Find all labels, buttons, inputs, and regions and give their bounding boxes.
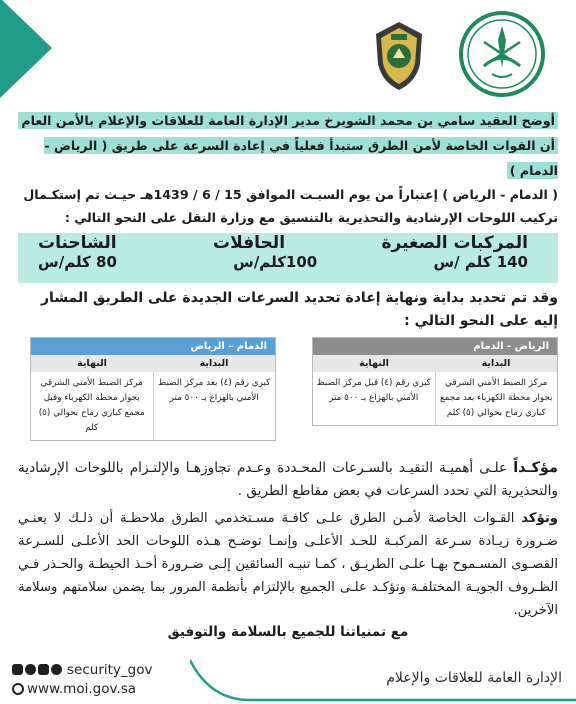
moi-emblem — [454, 10, 550, 98]
section-boundaries-intro: وقد تم تحديد بداية ونهاية إعادة تحديد السرعات الجديدة على الطريق المشار إليه على النحو التالي : — [41, 290, 558, 329]
riyadh-dammam-start: مركز الضبط الأمني الشرقي بجوار محطة الكهرباء بعد مجمع كباري رماح بحوالي (٥) كلم — [435, 372, 558, 425]
advisory-lead: وتؤكد — [521, 511, 558, 526]
intro-paragraph — [18, 108, 558, 229]
speed-value-small-vehicles: 140 كلم /س — [433, 253, 528, 271]
dammam-riyadh-title: الدمام – الرياض — [31, 338, 275, 355]
announcement-body — [18, 108, 558, 640]
social-links — [12, 660, 152, 698]
riyadh-dammam-title: الرياض - الدمام — [313, 338, 557, 355]
speed-limits-band — [18, 233, 558, 283]
dammam-riyadh-row — [31, 372, 275, 440]
youtube-icon — [38, 664, 49, 675]
road-sections — [18, 337, 558, 449]
col-start: البداية — [481, 358, 511, 369]
col-end: النهاية — [77, 358, 107, 369]
corner-accent — [0, 0, 52, 98]
riyadh-dammam-row — [313, 372, 557, 425]
col-start: البداية — [199, 358, 229, 369]
speed-header-trucks: الشاحنات — [38, 233, 117, 253]
compliance-lead: مؤكـداً — [513, 460, 558, 476]
globe-icon — [12, 683, 24, 695]
speed-value-trucks: 80 كلم/س — [38, 253, 117, 271]
riyadh-dammam-end: كبري رقم (٤) قبل مركز الضبط الأمني بالهزاع بـ ٥٠٠ متر — [316, 378, 431, 403]
dammam-riyadh-start: كبري رقم (٤) بعد مركز الضبط الأمني بالهزاع بـ ٥٠٠ متر — [153, 372, 276, 440]
social-handle: security_gov — [67, 661, 153, 678]
website-row[interactable] — [12, 679, 152, 698]
compliance-paragraph — [18, 457, 558, 503]
riyadh-dammam-header — [313, 355, 557, 372]
speed-header-buses: الحافلات — [213, 233, 286, 253]
snapchat-icon — [25, 664, 36, 675]
website-link: www.moi.gov.sa — [27, 680, 136, 697]
closing-line: مع تمنياتنا للجميع بالسلامة والتوفيق — [167, 624, 409, 640]
compliance-text: علـى أهميـة التقيـد بالسـرعات المحـددة وعـدم تجاوزهـا والإلتـزام باللوحات الإرشادية والتحذيرية التي تحدد السرعات في بعض مقاطع الطريق . — [18, 460, 558, 499]
social-handle-row[interactable] — [12, 660, 152, 679]
footer — [0, 652, 576, 704]
dammam-riyadh-end: مركز الضبط الأمني الشرقي بجوار محطة الكهرباء وقبل مجمع كباري رماح بحوالي (٥) كلم — [38, 378, 145, 433]
speed-headers — [18, 233, 558, 253]
intro-line-2: أن القوات الخاصة لأمن الطرق ستبدأ فعلياً في إعادة السرعة على طريق ( الرياض - الدمام ) — [44, 138, 558, 178]
speed-header-small-vehicles: المركبات الصغيرة — [381, 233, 528, 253]
advisory-text: القـوات الخاصة لأمـن الطرق علـى كافـة مسـتخدمي الطرق ملاحظـة أن ذلـك لا يعنـي ضـرورة زيـادة سـرعة المركبـة للحـد الأعلـى وإنمـا توضـح هـذه اللوحات الحد الأعلـى للسـرعة القصـوى المسـموح بهـا علـى الطريـق ، كمـا تنبـه السائقين إلـى ضـرورة أخـذ الحيطـة والحـذر فـي الظـروف الجويـة المختلفـة وتؤكـد علـى الجميع بالإلتزام بأنظمة المرور بما يضمن سلامتهم وسلامة الآخرين. — [18, 511, 558, 618]
public-security-emblem — [370, 20, 428, 92]
advisory-paragraph — [18, 507, 558, 622]
speed-value-buses: 100كلم/س — [233, 253, 318, 271]
intro-line-1: أوضح العقيد سامي بن محمد الشويرخ مدير الإدارة العامة للعلاقات والإعلام بالأمن العام — [18, 112, 558, 129]
dammam-riyadh-header — [31, 355, 275, 372]
intro-line-3: ( الدمام - الرياض ) إعتباراً من يوم السبـت الموافق 15 / 6 / 1439هـ حيـث تم إستكـمال — [23, 187, 558, 202]
header-logos — [362, 6, 562, 98]
intro-line-4: تركيب اللوحات الإرشادية والتحذيرية بالتنسيق مع وزارة النقل على النحو التالي : — [64, 210, 558, 225]
col-end: النهاية — [359, 358, 389, 369]
dammam-riyadh-table — [30, 337, 276, 441]
footer-department: الإدارة العامة للعلاقات والإعلام — [386, 670, 562, 686]
riyadh-dammam-table — [312, 337, 558, 426]
instagram-icon — [12, 664, 23, 675]
twitter-icon — [51, 664, 62, 675]
speed-values — [18, 253, 558, 271]
